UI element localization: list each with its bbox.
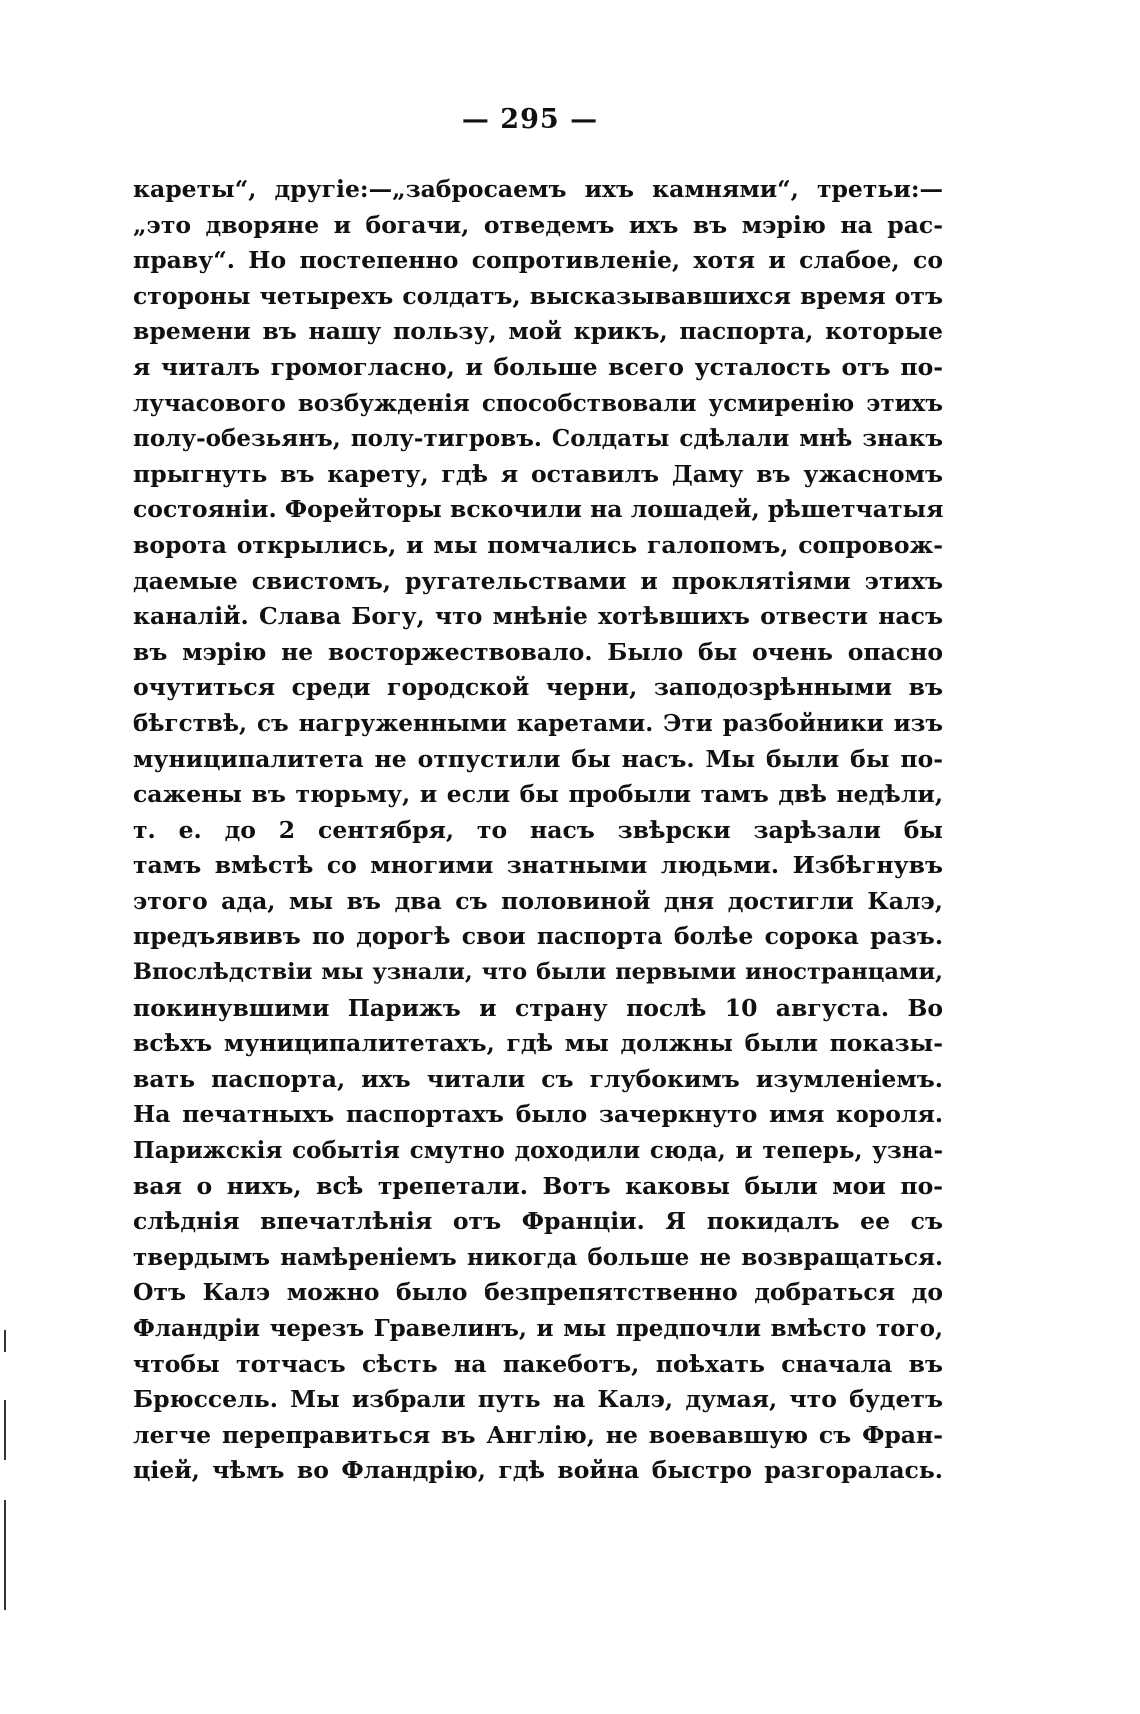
text-line: каналій. Слава Богу, что мнѣніе хотѣвшихъ отвести насъ [133,602,943,631]
page-number: — 295 — [461,104,599,135]
text-line: т. е. до 2 сентября, то насъ звѣрски зарѣзали бы [133,815,943,844]
text-line: времени въ нашу пользу, мой крикъ, паспорта, которые [133,317,943,346]
text-line: лучасового возбужденія способствовали усмиренію этихъ [133,389,943,417]
text-line: въ мэрію не восторжествовало. Было бы очень опасно [133,637,943,666]
text-line: прыгнуть въ карету, гдѣ я оставилъ Даму въ ужасномъ [133,459,943,488]
text-line: легче переправиться въ Англію, не воевавшую съ Фран- [133,1420,943,1449]
margin-mark [4,1500,6,1610]
text-line: Фландріи черезъ Гравелинъ, и мы предпочли вмѣсто того, [133,1315,943,1342]
text-line: „это дворяне и богачи, отведемъ ихъ въ мэрію на рас- [133,210,943,239]
text-line: вать паспорта, ихъ читали съ глубокимъ изумленіемъ. [133,1064,943,1093]
margin-mark [4,1400,6,1460]
text-line: ціей, чѣмъ во Фландрію, гдѣ война быстро разгоралась. [133,1456,943,1485]
text-line: На печатныхъ паспортахъ было зачеркнуто имя короля. [133,1100,943,1129]
text-line: праву“. Но постепенно сопротивленіе, хотя и слабое, со [133,246,943,275]
text-line: Парижскія событія смутно доходили сюда, и теперь, узна- [133,1137,943,1165]
text-line: слѣднія впечатлѣнія отъ Франціи. Я покидалъ ее съ [133,1207,943,1236]
text-line: предъявивъ по дорогѣ свои паспорта болѣе сорока разъ. [133,922,943,951]
text-line: всѣхъ муниципалитетахъ, гдѣ мы должны были показы- [133,1029,943,1058]
text-line: муниципалитета не отпустили бы насъ. Мы были бы по- [133,744,943,773]
text-line: этого ада, мы въ два съ половиной дня достигли Калэ, [133,886,943,915]
text-line: тамъ вмѣстѣ со многими знатными людьми. Избѣгнувъ [133,851,943,880]
text-line: чтобы тотчасъ сѣсть на пакеботъ, поѣхать сначала въ [133,1349,943,1378]
text-line: бѣгствѣ, съ нагруженными каретами. Эти разбойники изъ [133,709,943,737]
body-text [133,172,943,1489]
text-line: Отъ Калэ можно было безпрепятственно добраться до [133,1278,943,1307]
text-line: покинувшими Парижъ и страну послѣ 10 августа. Во [133,993,943,1022]
text-line: ворота открылись, и мы помчались галопомъ, сопровож- [133,530,943,559]
text-line: полу-обезьянъ, полу-тигровъ. Солдаты сдѣлали мнѣ знакъ [133,425,943,453]
text-line: кареты“, другіе:—„забросаемъ ихъ камнями“, третьи:— [133,175,943,203]
margin-mark [4,1330,6,1352]
text-line: состояніи. Форейторы вскочили на лошадей, рѣшетчатыя [133,495,943,524]
text-line: сажены въ тюрьму, и если бы пробыли тамъ двѣ недѣли, [133,780,943,809]
text-line: я читалъ громогласно, и больше всего усталость отъ по- [133,352,943,381]
text-line: твердымъ намѣреніемъ никогда больше не возвращаться. [133,1243,943,1271]
text-line: Брюссель. Мы избрали путь на Калэ, думая, что будетъ [133,1385,943,1414]
text-line: Впослѣдствіи мы узнали, что были первыми иностранцами, [133,959,943,986]
text-line: даемые свистомъ, ругательствами и проклятіями этихъ [133,566,943,595]
text-line: очутиться среди городской черни, заподозрѣнными въ [133,673,943,702]
text-line: вая о нихъ, всѣ трепетали. Вотъ каковы были мои по- [133,1171,943,1200]
text-line: стороны четырехъ солдатъ, высказывавшихся время отъ [133,281,943,310]
